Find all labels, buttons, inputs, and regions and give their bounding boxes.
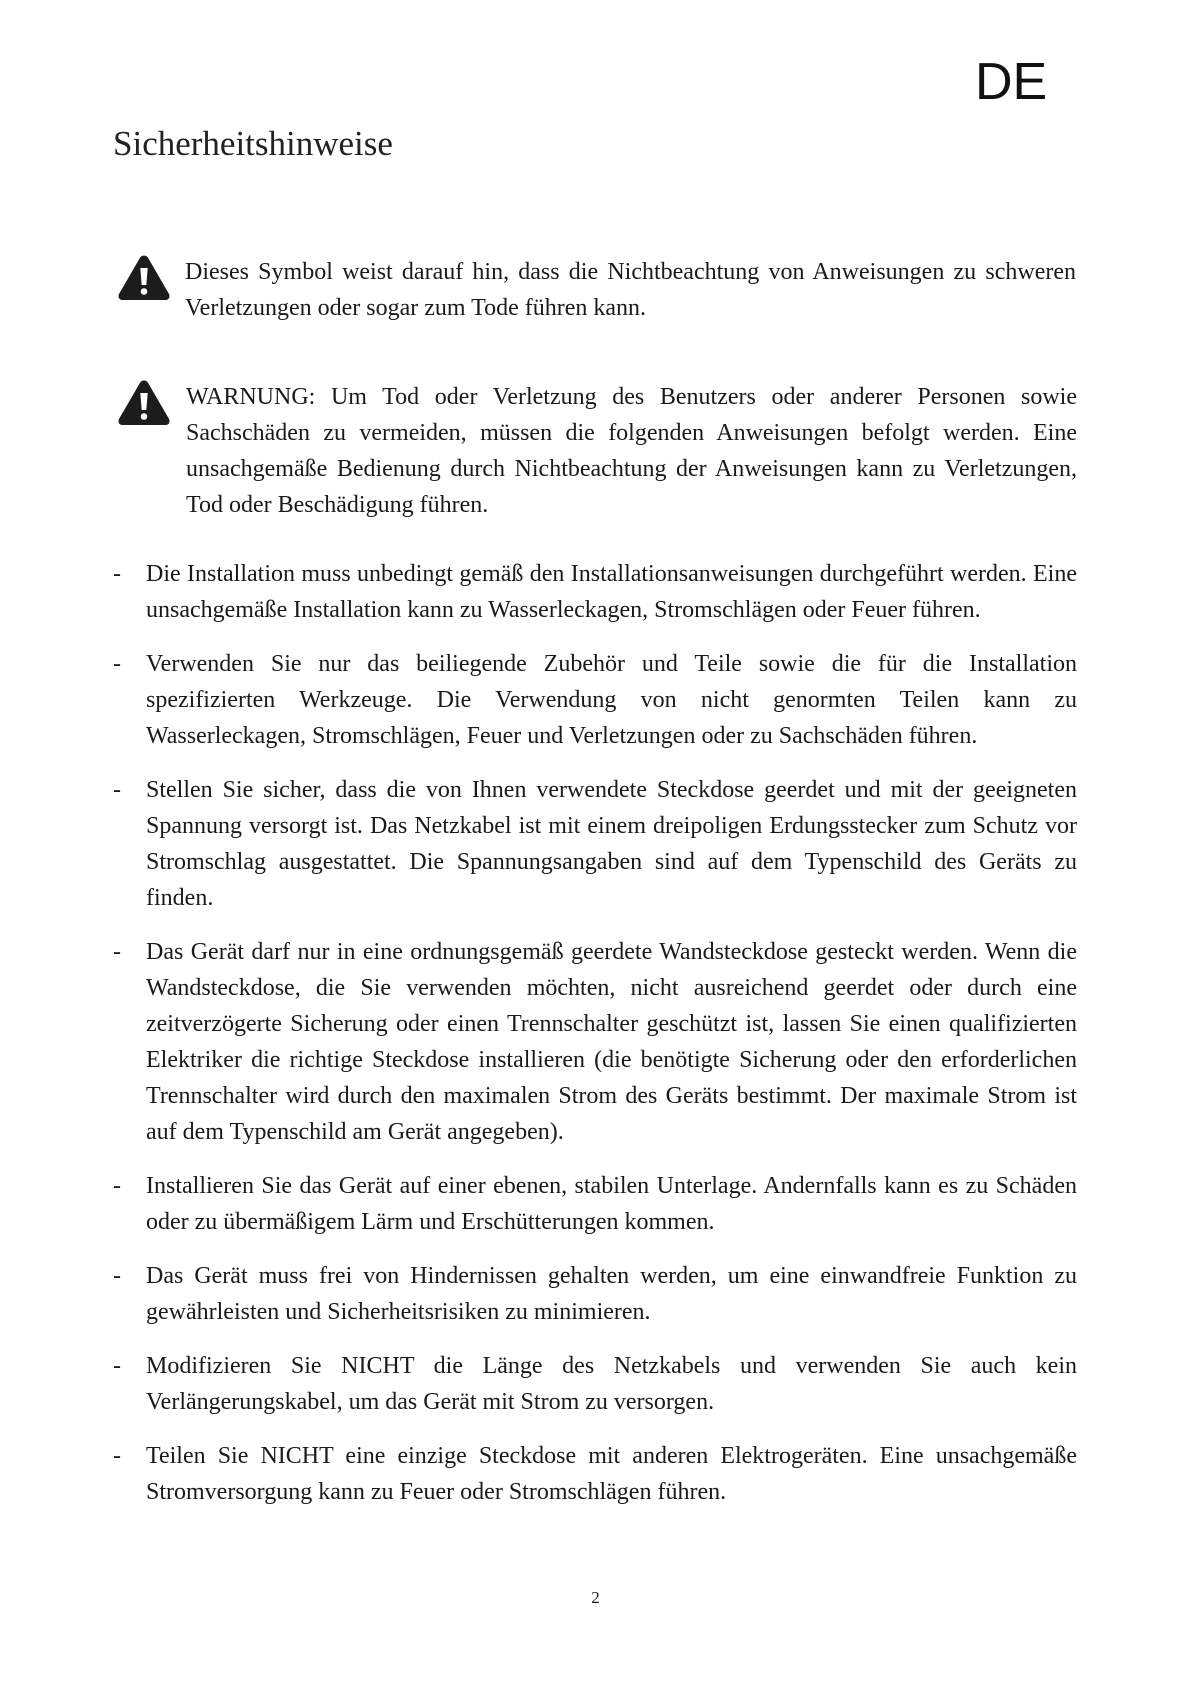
warning-text: Dieses Symbol weist darauf hin, dass die Nichtbeachtung von Anweisungen zu schweren Verletzungen oder sogar zum Tode führen kann. (185, 259, 1076, 321)
list-item-text: Teilen Sie NICHT eine einzige Steckdose mit anderen Elektrogeräten. Eine unsachgemäße Stromversorgung kann zu Feuer oder Stromschlägen führen. (146, 1443, 1077, 1505)
list-item-text: Modifizieren Sie NICHT die Länge des Netzkabels und verwenden Sie auch kein Verlängerungskabel, um das Gerät mit Strom zu versorgen. (146, 1353, 1077, 1415)
page-title: Sicherheitshinweise (113, 124, 393, 163)
list-item (113, 646, 1077, 754)
list-item-text: Das Gerät muss frei von Hindernissen gehalten werden, um eine einwandfreie Funktion zu gewährleisten und Sicherheitsrisiken zu minimieren. (146, 1263, 1077, 1325)
list-item-text: Das Gerät darf nur in eine ordnungsgemäß geerdete Wandsteckdose gesteckt werden. Wenn die Wandsteckdose, die Sie verwenden möchten, nicht ausreichend geerdet oder durch eine zeitverzögerte Sicherung oder einen Trennschalter geschützt ist, lassen Sie einen qualifizierten Elektriker die richtige Steckdose installieren (die benötigte Sicherung oder den erforderlichen Trennschalter wird durch den maximalen Strom des Geräts bestimmt. Der maximale Strom ist auf dem Typenschild am Gerät angegeben). (146, 939, 1077, 1145)
warning-triangle-icon (117, 254, 171, 302)
list-item (113, 1438, 1077, 1510)
page-number: 2 (591, 1588, 600, 1607)
list-item-text: Die Installation muss unbedingt gemäß den Installationsanweisungen durchgeführt werden. Eine unsachgemäße Installation kann zu Wasserleckagen, Stromschlägen oder Feuer führen. (146, 561, 1077, 623)
list-item (113, 772, 1077, 916)
safety-instructions-list (113, 556, 1077, 1528)
list-item (113, 556, 1077, 628)
bullet-dash: - (113, 1173, 121, 1199)
list-item-text: Installieren Sie das Gerät auf einer ebenen, stabilen Unterlage. Andernfalls kann es zu Schäden oder zu übermäßigem Lärm und Erschütterungen kommen. (146, 1173, 1077, 1235)
list-item (113, 1348, 1077, 1420)
bullet-dash: - (113, 1443, 121, 1469)
warning-triangle-icon (117, 379, 171, 427)
warning-note (117, 379, 1077, 523)
warning-note (117, 254, 1077, 326)
bullet-dash: - (113, 1263, 121, 1289)
list-item (113, 1168, 1077, 1240)
bullet-dash: - (113, 651, 121, 677)
list-item (113, 934, 1077, 1150)
bullet-dash: - (113, 939, 121, 965)
warning-text: WARNUNG: Um Tod oder Verletzung des Benutzers oder anderer Personen sowie Sachschäden zu vermeiden, müssen die folgenden Anweisungen befolgt werden. Eine unsachgemäße Bedienung durch Nichtbeachtung der Anweisungen kann zu Verletzungen, Tod oder Beschädigung führen. (186, 384, 1077, 518)
list-item-text: Stellen Sie sicher, dass die von Ihnen verwendete Steckdose geerdet und mit der geeigneten Spannung versorgt ist. Das Netzkabel ist mit einem dreipoligen Erdungsstecker zum Schutz vor Stromschlag ausgestattet. Die Spannungsangaben sind auf dem Typenschild des Geräts zu finden. (146, 777, 1077, 911)
list-item-text: Verwenden Sie nur das beiliegende Zubehör und Teile sowie die für die Installation spezifizierten Werkzeuge. Die Verwendung von nicht genormten Teilen kann zu Wasserleckagen, Stromschlägen, Feuer und Verletzungen oder zu Sachschäden führen. (146, 651, 1077, 749)
language-code: DE (975, 53, 1048, 111)
bullet-dash: - (113, 777, 121, 803)
list-item (113, 1258, 1077, 1330)
bullet-dash: - (113, 1353, 121, 1379)
bullet-dash: - (113, 561, 121, 587)
